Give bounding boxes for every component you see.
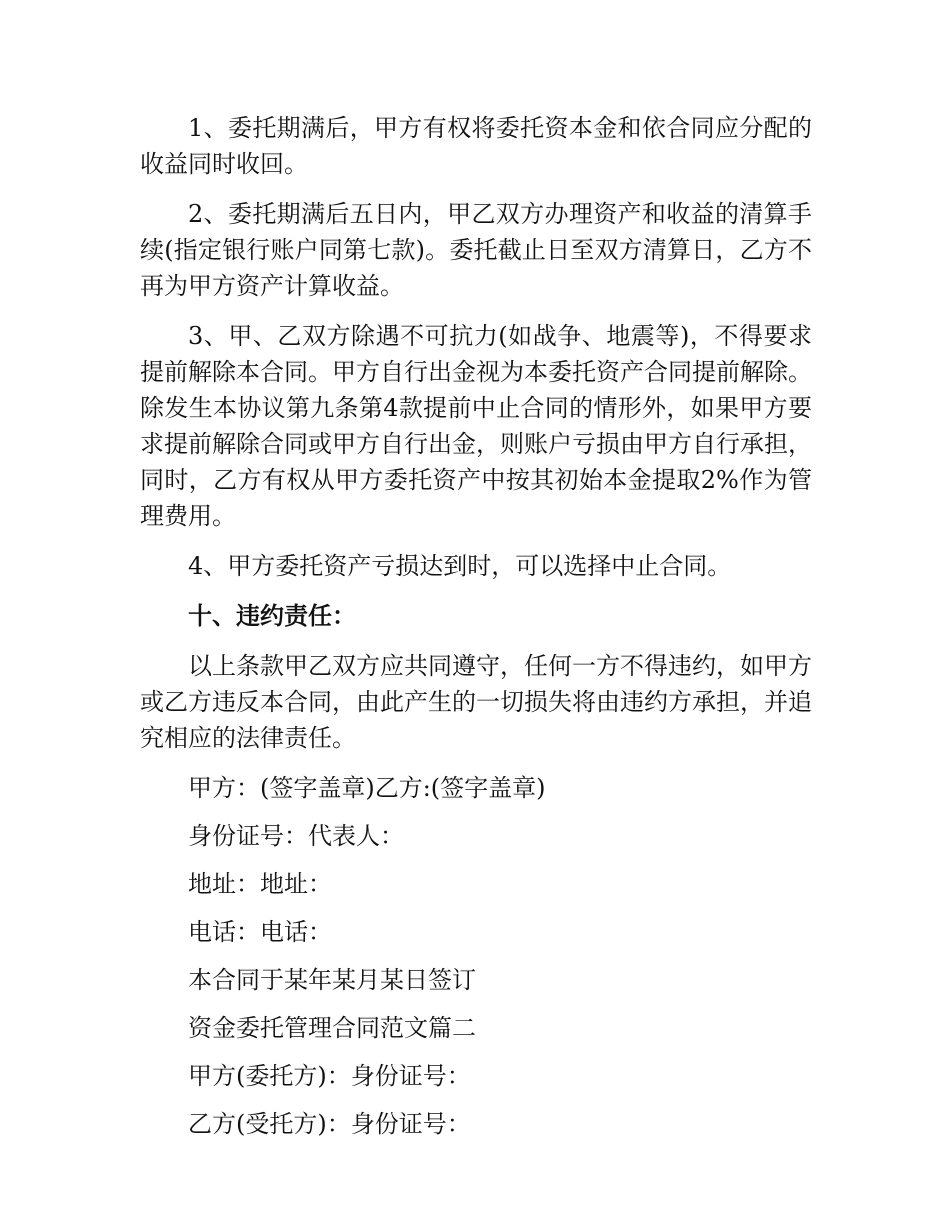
signing-date-line: 本合同于某年某月某日签订	[188, 966, 476, 994]
clause-1-paragraph: 1、委托期满后，甲方有权将委托资本金和依合同应分配的收益同时收回。	[140, 114, 812, 178]
document-body	[140, 110, 812, 1154]
clause-4-paragraph: 4、甲方委托资产亏损达到时，可以选择中止合同。	[188, 552, 732, 580]
phone-line: 电话：电话：	[188, 918, 332, 946]
address-line: 地址：地址：	[188, 870, 332, 898]
template-title-line: 资金委托管理合同范文篇二	[188, 1014, 476, 1042]
breach-liability-paragraph: 以上条款甲乙双方应共同遵守，任何一方不得违约，如甲方或乙方违反本合同，由此产生的一切损失将由违约方承担，并追究相应的法律责任。	[140, 652, 812, 752]
clause-2-paragraph: 2、委托期满后五日内，甲乙双方办理资产和收益的清算手续(指定银行账户同第七款)。委托截止日至双方清算日，乙方不再为甲方资产计算收益。	[140, 200, 812, 300]
id-representative-line: 身份证号：代表人：	[188, 822, 404, 850]
section-heading-breach-liability: 十、违约责任：	[188, 602, 356, 630]
party-a-id-line: 甲方(委托方)：身份证号：	[188, 1062, 471, 1090]
party-b-id-line: 乙方(受托方)：身份证号：	[188, 1110, 471, 1138]
clause-3-paragraph: 3、甲、乙双方除遇不可抗力(如战争、地震等)，不得要求提前解除本合同。甲方自行出金视为本委托资产合同提前解除。除发生本协议第九条第4款提前中止合同的情形外，如果甲方要求提前解除合同或甲方自行出金，则账户亏损由甲方自行承担，同时，乙方有权从甲方委托资产中按其初始本金提取2%作为管理费用。	[140, 322, 812, 530]
signature-party-line: 甲方：(签字盖章)乙方:(签字盖章)	[188, 774, 546, 802]
